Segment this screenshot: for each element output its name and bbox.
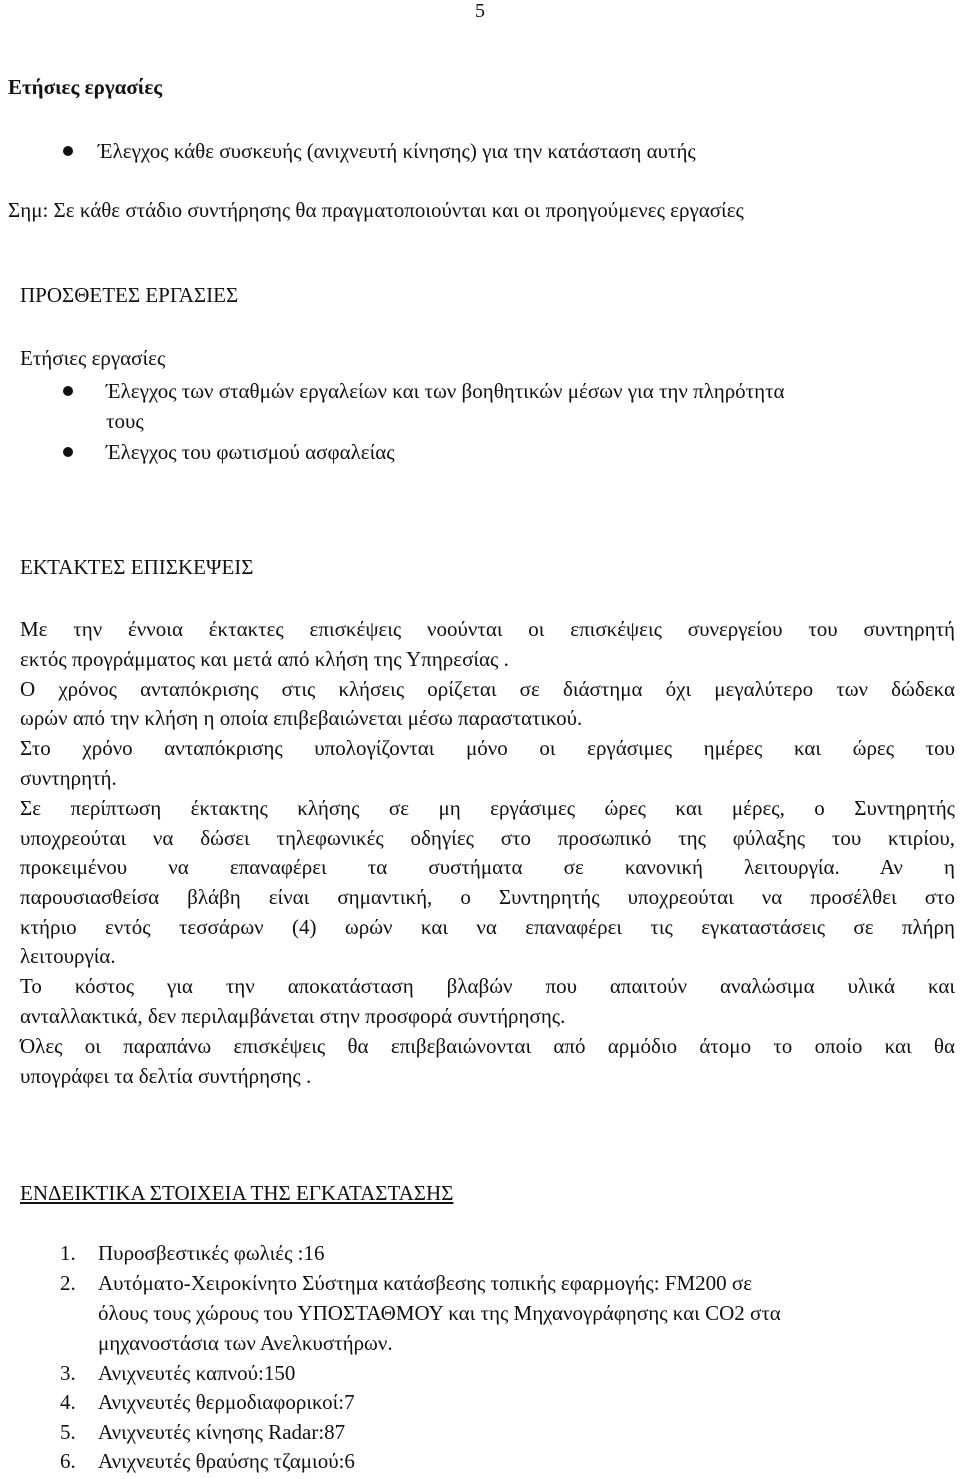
paragraph-line: Όλες οι παραπάνω επισκέψεις θα επιβεβαιώνονται από αρμόδιο άτομο το οποίο και θα <box>20 1034 955 1058</box>
paragraph-line: εκτός προγράμματος και μετά από κλήση της Υπηρεσίας . <box>20 647 509 671</box>
paragraph-line: συντηρητή. <box>20 766 117 790</box>
page-number: 5 <box>475 0 485 22</box>
paragraph-line: κτήριο εντός τεσσάρων (4) ωρών και να επαναφέρει τις εγκαταστάσεις σε πλήρη <box>20 915 955 939</box>
item-text: Ανιχνευτές καπνού:150 <box>98 1361 296 1385</box>
paragraph-line: υποχρεούται να δώσει τηλεφωνικές οδηγίες στο προσωπικό της φύλαξης του κτιρίου, <box>20 826 955 850</box>
paragraph-line: Με την έννοια έκτακτες επισκέψεις νοούνται οι επισκέψεις συνεργείου του συντηρητή <box>20 617 955 641</box>
item-number: 5. <box>60 1420 76 1444</box>
maintenance-note: Σημ: Σε κάθε στάδιο συντήρησης θα πραγματοποιούνται και οι προηγούμενες εργασίες <box>8 198 744 222</box>
item-text: Ανιχνευτές θραύσης τζαμιού:6 <box>98 1449 355 1473</box>
bullet-icon <box>63 146 73 156</box>
additional-subtitle: Ετήσιες εργασίες <box>20 346 166 370</box>
paragraph-line: ωρών από την κλήση η οποία επιβεβαιώνεται μέσω παραστατικού. <box>20 706 583 730</box>
paragraph-line: παρουσιασθείσα βλάβη είναι σημαντική, ο Συντηρητής υποχρεούται να προσέλθει στο <box>20 885 955 909</box>
item-text: Ανιχνευτές θερμοδιαφορικοί:7 <box>98 1390 355 1414</box>
additional-item-line: Έλεγχος του φωτισμού ασφαλείας <box>106 440 395 464</box>
additional-item-line: τους <box>106 409 144 433</box>
paragraph-line: λειτουργία. <box>20 944 116 968</box>
paragraph-line: Σε περίπτωση έκτακτης κλήσης σε μη εργάσιμες ώρες και μέρες, ο Συντηρητής <box>20 796 955 820</box>
item-number: 4. <box>60 1390 76 1414</box>
heading-annual-tasks: Ετήσιες εργασίες <box>8 75 163 99</box>
item-text: όλους τους χώρους του ΥΠΟΣΤΑΘΜΟΥ και της Μηχανογράφησης και CO2 στα <box>98 1301 781 1325</box>
item-text: Αυτόματο-Χειροκίνητο Σύστημα κατάσβεσης τοπικής εφαρμογής: FM200 σε <box>98 1271 753 1295</box>
bullet-icon <box>63 386 73 396</box>
item-text: Ανιχνευτές κίνησης Radar:87 <box>98 1420 346 1444</box>
section-title-additional: ΠΡΟΣΘΕΤΕΣ ΕΡΓΑΣΙΕΣ <box>20 283 239 307</box>
section-title-installation: ΕΝΔΕΙΚΤΙΚΑ ΣΤΟΙΧΕΙΑ ΤΗΣ ΕΓΚΑΤΑΣΤΑΣΗΣ <box>20 1181 454 1205</box>
item-number: 6. <box>60 1449 76 1473</box>
annual-task-item: Έλεγχος κάθε συσκευής (ανιχνευτή κίνησης) για την κατάσταση αυτής <box>98 139 696 163</box>
paragraph-line: υπογράφει τα δελτία συντήρησης . <box>20 1064 312 1088</box>
item-number: 2. <box>60 1271 76 1295</box>
bullet-icon <box>63 447 73 457</box>
paragraph-line: Το κόστος για την αποκατάσταση βλαβών που απαιτούν αναλώσιμα υλικά και <box>20 974 955 998</box>
paragraph-line: Ο χρόνος ανταπόκρισης στις κλήσεις ορίζεται σε διάστημα όχι μεγαλύτερο των δώδεκα <box>20 677 955 701</box>
item-text: μηχανοστάσια των Ανελκυστήρων. <box>98 1331 393 1355</box>
section-title-emergency: ΕΚΤΑΚΤΕΣ ΕΠΙΣΚΕΨΕΙΣ <box>20 555 254 579</box>
item-text: Πυροσβεστικές φωλιές :16 <box>98 1241 325 1265</box>
item-number: 3. <box>60 1361 76 1385</box>
paragraph-line: Στο χρόνο ανταπόκρισης υπολογίζονται μόνο οι εργάσιμες ημέρες και ώρες του <box>20 736 955 760</box>
paragraph-line: ανταλλακτικά, δεν περιλαμβάνεται στην προσφορά συντήρησης. <box>20 1004 566 1028</box>
additional-item-line: Έλεγχος των σταθμών εργαλείων και των βοηθητικών μέσων για την πληρότητα <box>106 379 785 403</box>
item-number: 1. <box>60 1241 76 1265</box>
paragraph-line: προκειμένου να επαναφέρει τα συστήματα σε κανονική λειτουργία. Αν η <box>20 855 955 879</box>
